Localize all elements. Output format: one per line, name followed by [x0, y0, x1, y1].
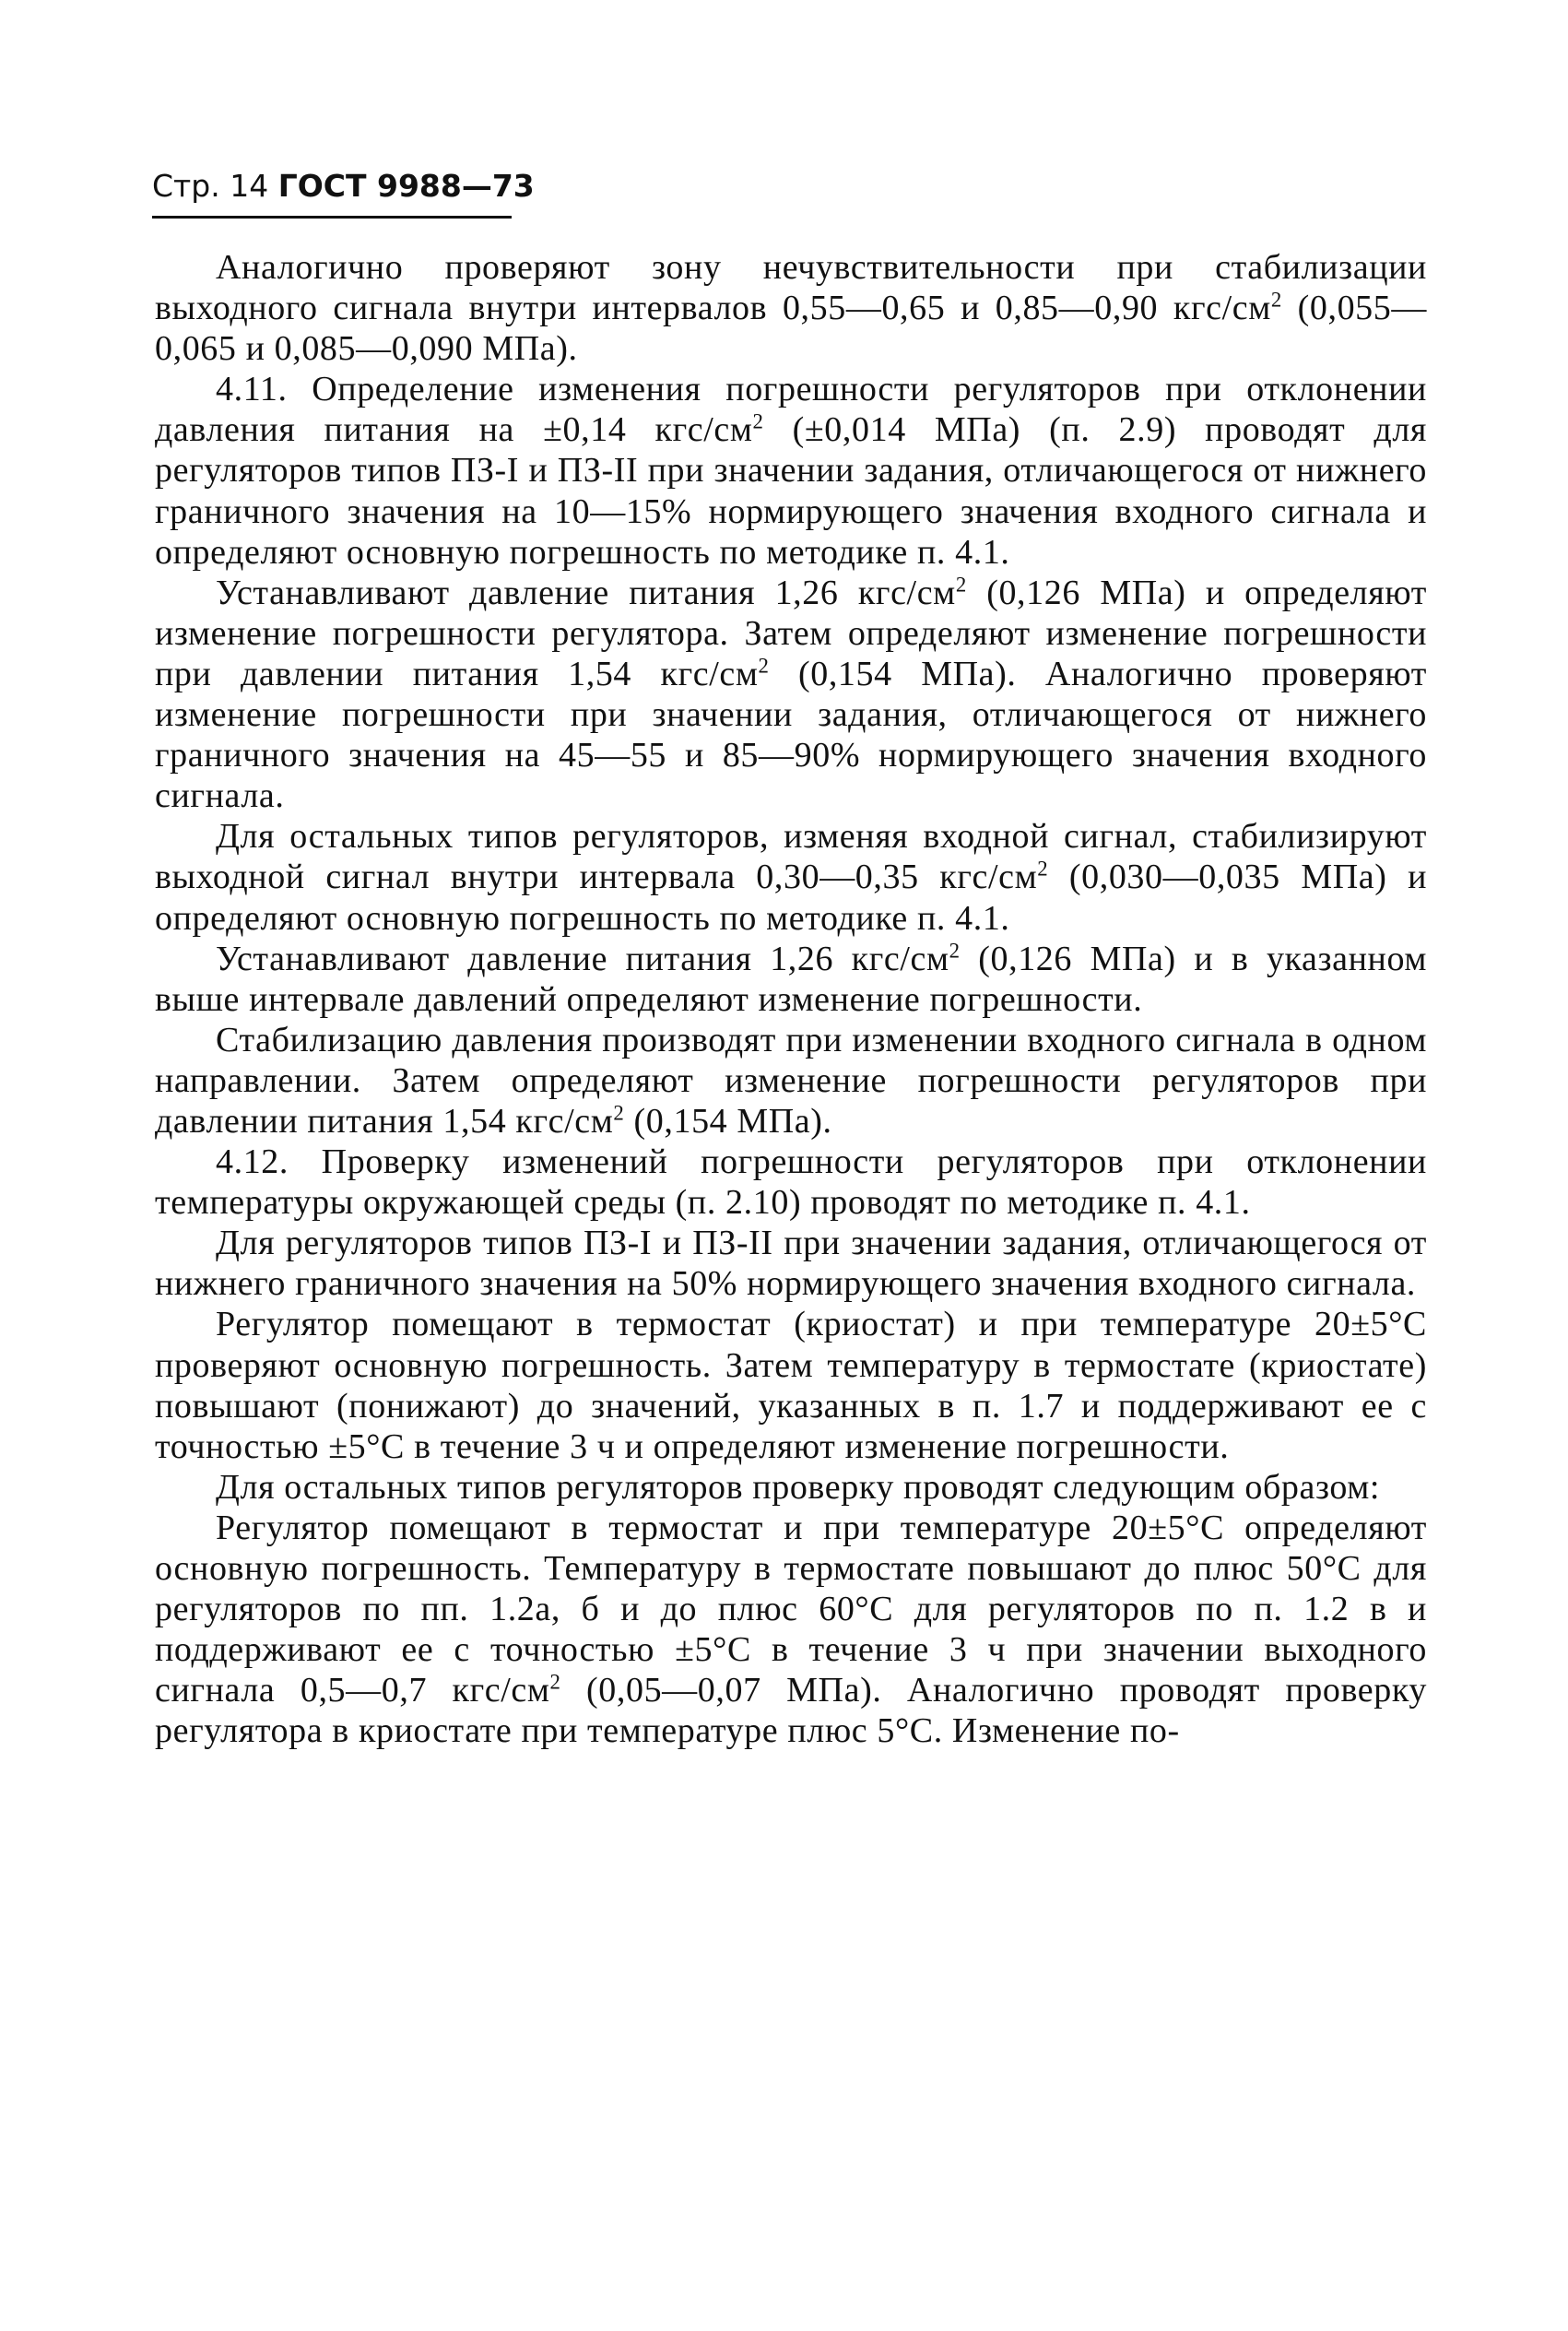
paragraph: 4.12. Проверку изменений погрешности регуляторов при отклонении температуры окружающей среды (п. 2.10) проводят по методике п. 4.1. — [155, 1142, 1427, 1223]
standard-designation: ГОСТ 9988—73 — [277, 168, 535, 204]
paragraph: Аналогично проверяют зону нечувствительности при стабилизации выходного сигнала внутри интервалов 0,55—0,65 и 0,85—0,90 кгс/$см^2$ (0,055—0,065 и 0,085—0,090 МПа). — [155, 248, 1427, 369]
page-header — [152, 168, 535, 205]
body-text — [155, 247, 1427, 1751]
paragraph: Для остальных типов регуляторов проверку проводят следующим образом: — [216, 1467, 1381, 1507]
paragraph: Регулятор помещают в термостат (криостат) и при температуре 20±5°С проверяют основную погрешность. Затем температуру в термостате (криостате) повышают (понижают) до значений, указанных в п. 1.7 и поддерживают ее с точностью ±5°С в течение 3 ч и определяют изменение погрешности. — [155, 1305, 1427, 1466]
paragraph: Стабилизацию давления производят при изменении входного сигнала в одном направлении. Затем определяют изменение погрешности регуляторов при давлении питания 1,54 кгс/$см^2$ (0,154 МПа). — [155, 1020, 1427, 1141]
paragraph: Для остальных типов регуляторов, изменяя входной сигнал, стабилизируют выходной сигнал внутри интервала 0,30—0,35 кгс/$см^2$ (0,030—0,035 МПа) и определяют основную погрешность по методике п. 4.1. — [155, 817, 1427, 938]
paragraph: Для регуляторов типов ПЗ-I и ПЗ-II при значении задания, отличающегося от нижнего граничного значения на 50% нормирующего значения входного сигнала. — [155, 1224, 1427, 1304]
paragraph: 4.11. Определение изменения погрешности регуляторов при отклонении давления питания на ±0,14 кгс/$см^2$ (±0,014 МПа) (п. 2.9) проводят для регуляторов типов ПЗ-I и ПЗ-II при значении задания, отличающегося от нижнего граничного значения на 10—15% нормирующего значения входного сигнала и определяют основную погрешность по методике п. 4.1. — [155, 370, 1427, 572]
page-number: Стр. 14 — [152, 168, 269, 204]
paragraph: Устанавливают давление питания 1,26 кгс/$см^2$ (0,126 МПа) и в указанном выше интервале давлений определяют изменение погрешности. — [155, 938, 1427, 1019]
paragraph: Регулятор помещают в термостат и при температуре 20±5°С определяют основную погрешность. Температуру в термостате повышают до плюс 50°С для регуляторов по пп. 1.2а, б и до плюс 60°С для регуляторов по п. 1.2 в и поддерживают ее с точностью ±5°С в течение 3 ч при значении выходного сигнала 0,5—0,7 кгс/$см^2$ (0,05—0,07 МПа). Аналогично проводят проверку регулятора в криостате при температуре плюс 5°С. Изменение по- — [155, 1508, 1427, 1751]
header-rule — [152, 216, 512, 219]
paragraph: Устанавливают давление питания 1,26 кгс/$см^2$ (0,126 МПа) и определяют изменение погрешности регулятора. Затем определяют изменение погрешности при давлении питания 1,54 кгс/$см^2$ (0,154 МПа). Аналогично проверяют изменение погрешности при значении задания, отличающегося от нижнего граничного значения на 45—55 и 85—90% нормирующего значения входного сигнала. — [155, 573, 1428, 816]
